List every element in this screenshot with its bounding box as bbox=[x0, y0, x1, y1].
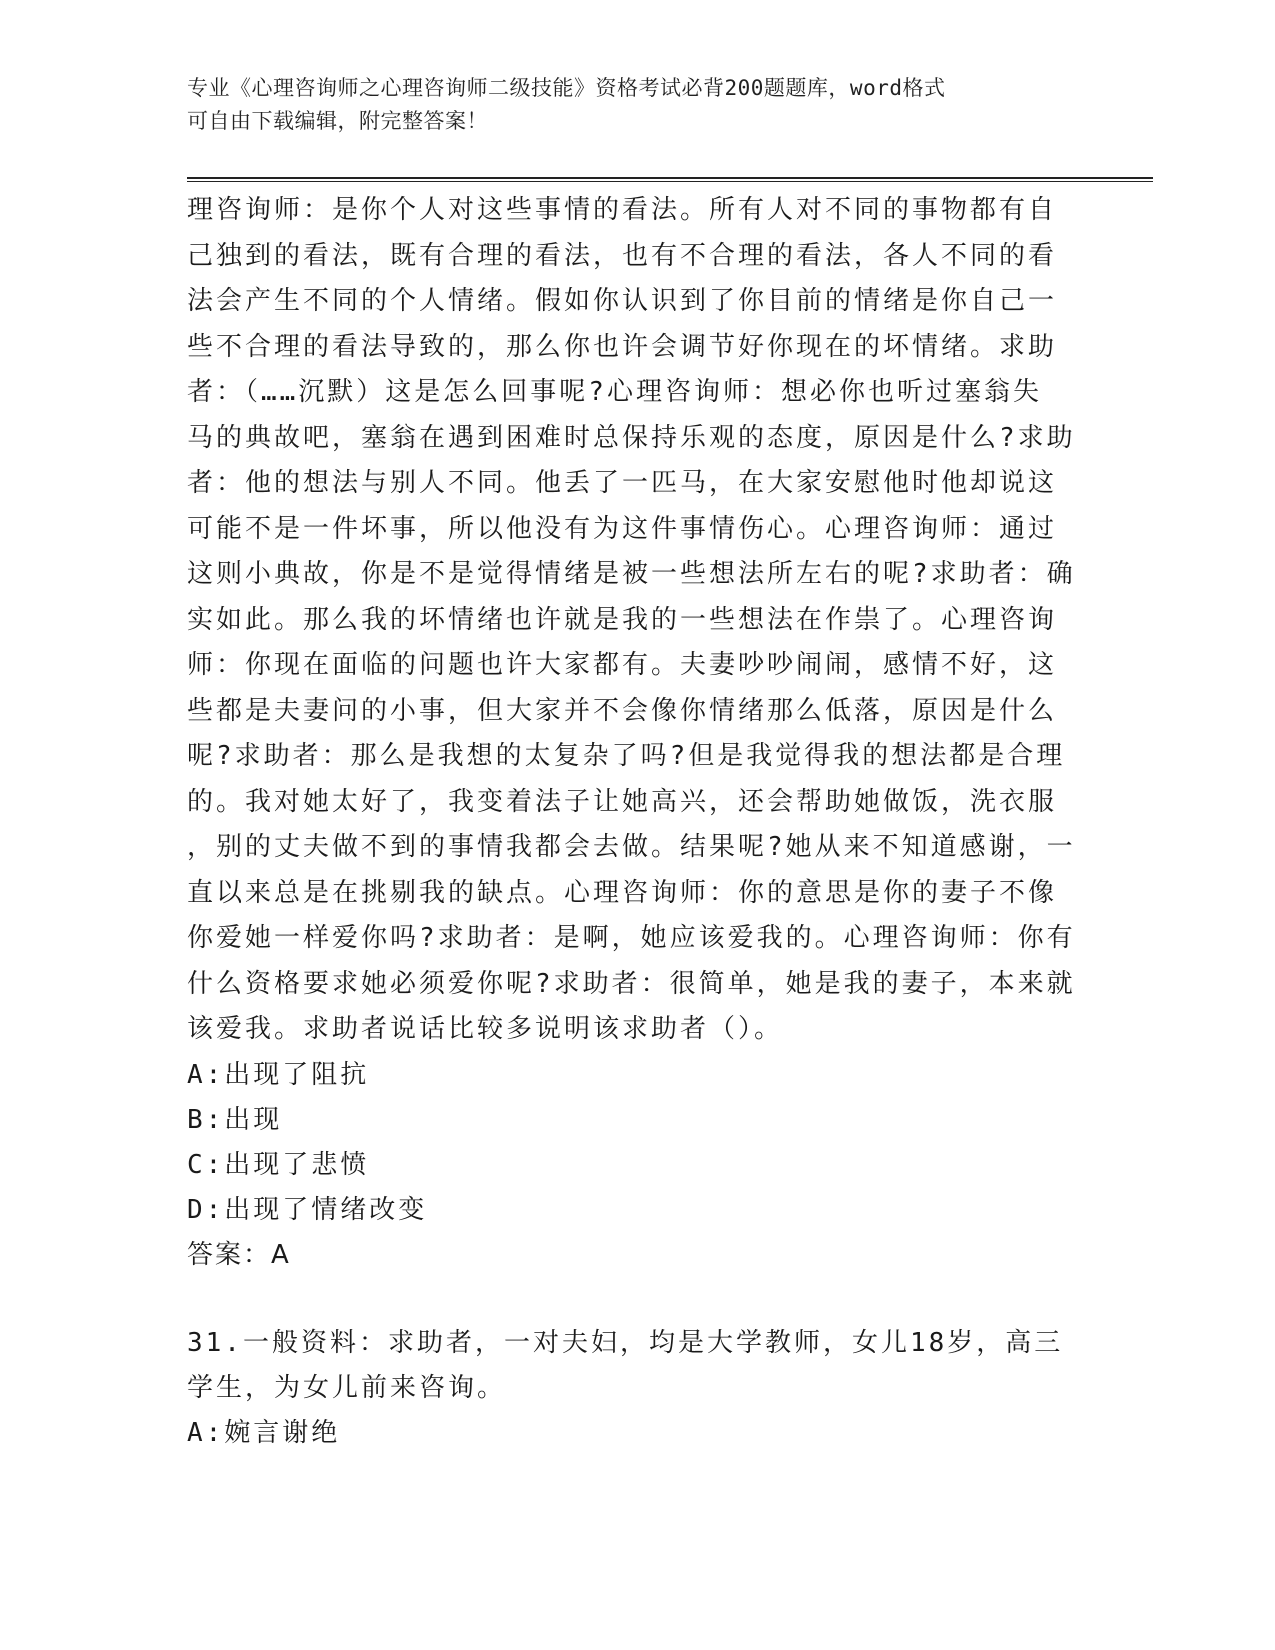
passage-line: 这则小典故，你是不是觉得情绪是被一些想法所左右的呢?求助者：确 bbox=[187, 559, 1076, 589]
document-body bbox=[187, 188, 1087, 1456]
next-question-option-a: A:婉言谢绝 bbox=[187, 1417, 341, 1448]
passage-line: 你爱她一样爱你吗?求助者：是啊，她应该爱我的。心理咨询师：你有 bbox=[187, 923, 1076, 953]
passage-line: 直以来总是在挑剔我的缺点。心理咨询师：你的意思是你的妻子不像 bbox=[187, 877, 1058, 908]
passage-line: 些不合理的看法导致的，那么你也许会调节好你现在的坏情绪。求助 bbox=[187, 331, 1058, 362]
passage-line: 法会产生不同的个人情绪。假如你认识到了你目前的情绪是你自己一 bbox=[187, 286, 1058, 316]
passage-line: 可能不是一件坏事，所以他没有为这件事情伤心。心理咨询师：通过 bbox=[187, 513, 1058, 544]
next-question bbox=[187, 1321, 1087, 1456]
question-passage bbox=[187, 188, 1087, 1053]
next-question-line-1: 31.一般资料：求助者，一对夫妇，均是大学教师，女儿18岁，高三 bbox=[187, 1327, 1064, 1358]
answer-line: 答案：A bbox=[187, 1239, 291, 1270]
option-a: A:出现了阻抗 bbox=[187, 1059, 370, 1090]
next-question-line-2: 学生，为女儿前来咨询。 bbox=[187, 1372, 507, 1403]
option-b: B:出现 bbox=[187, 1104, 283, 1135]
passage-line: 些都是夫妻问的小事，但大家并不会像你情绪那么低落，原因是什么 bbox=[187, 695, 1058, 726]
header-line-2: 可自由下载编辑，附完整答案！ bbox=[187, 109, 488, 133]
passage-line: 师：你现在面临的问题也许大家都有。夫妻吵吵闹闹，感情不好，这 bbox=[187, 650, 1058, 680]
option-c: C:出现了悲愤 bbox=[187, 1149, 370, 1180]
page-header bbox=[187, 72, 1087, 138]
passage-line: 马的典故吧，塞翁在遇到困难时总保持乐观的态度，原因是什么?求助 bbox=[187, 422, 1076, 453]
header-line-1: 专业《心理咨询师之心理咨询师二级技能》资格考试必背200题题库，word格式 bbox=[187, 76, 946, 100]
header-divider-thin bbox=[187, 181, 1153, 182]
passage-line: 该爱我。求助者说话比较多说明该求助者（）。 bbox=[187, 1014, 784, 1044]
passage-line: 呢?求助者：那么是我想的太复杂了吗?但是我觉得我的想法都是合理 bbox=[187, 741, 1066, 771]
passage-line: 的。我对她太好了，我变着法子让她高兴，还会帮助她做饭，洗衣服 bbox=[187, 786, 1058, 817]
passage-line: 者：（……沉默）这是怎么回事呢?心理咨询师：想必你也听过塞翁失 bbox=[187, 377, 1042, 407]
passage-line: 己独到的看法，既有合理的看法，也有不合理的看法，各人不同的看 bbox=[187, 240, 1058, 271]
passage-line: 理咨询师：是你个人对这些事情的看法。所有人对不同的事物都有自 bbox=[187, 195, 1058, 225]
passage-line: 者：他的想法与别人不同。他丢了一匹马，在大家安慰他时他却说这 bbox=[187, 468, 1058, 498]
passage-line: 什么资格要求她必须爱你呢?求助者：很简单，她是我的妻子，本来就 bbox=[187, 968, 1076, 999]
passage-line: 实如此。那么我的坏情绪也许就是我的一些想法在作祟了。心理咨询 bbox=[187, 604, 1058, 635]
option-d: D:出现了情绪改变 bbox=[187, 1194, 428, 1225]
header-divider bbox=[187, 177, 1153, 179]
passage-line: ，别的丈夫做不到的事情我都会去做。结果呢?她从来不知道感谢，一 bbox=[187, 832, 1076, 862]
